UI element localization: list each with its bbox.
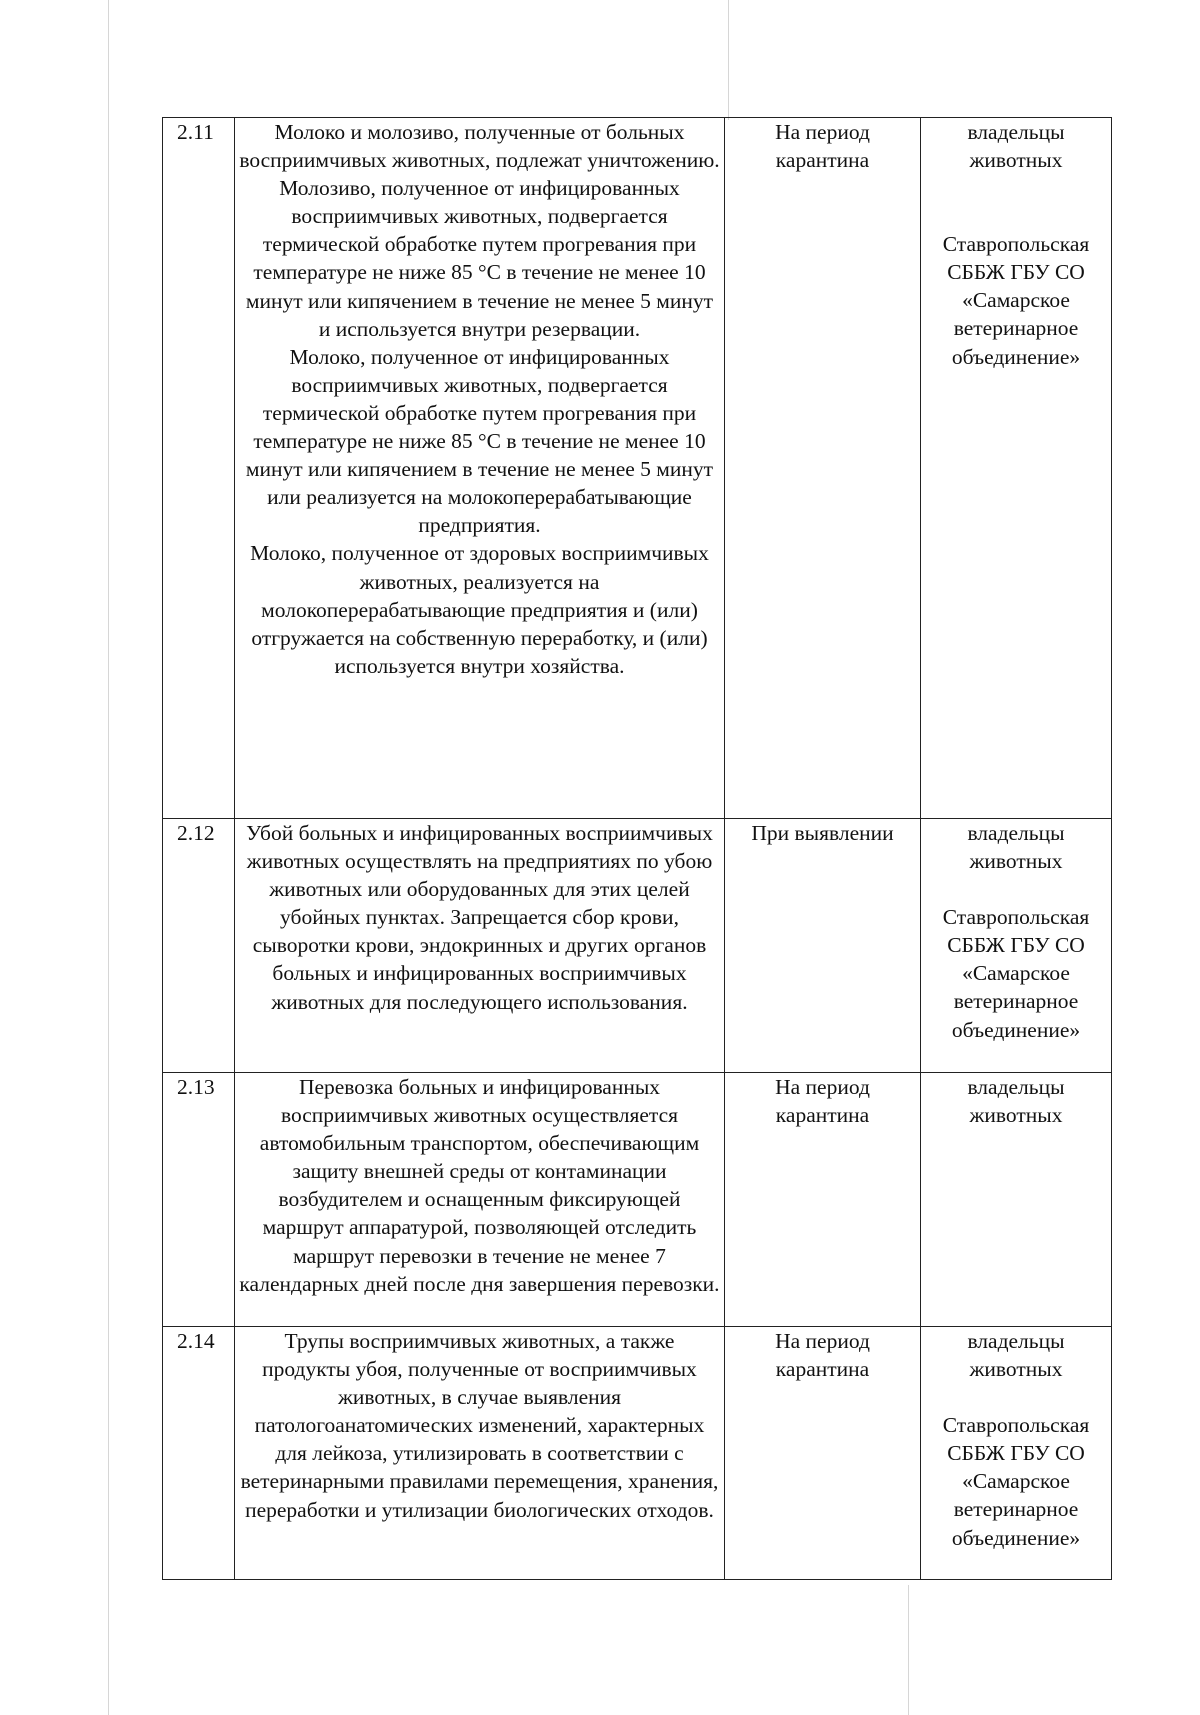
term-cell: На период карантина <box>725 1073 921 1327</box>
measure-paragraph: Молоко и молозиво, полученные от больных восприимчивых животных, подлежат уничтожению. Молозиво, полученное от инфицированных восприимчивых животных, подвергается термической обработке путем прогревания при температуре не ниже 85 °С в течение не менее 10 минут или кипячением в течение не менее 5 минут и используется внутри резервации. <box>239 120 720 341</box>
measure-text <box>235 1073 725 1327</box>
responsible-entry: Ставропольская СББЖ ГБУ СО «Самарское ветеринарное объединение» <box>942 905 1090 1042</box>
table-row <box>163 1073 1112 1327</box>
responsible-entry: Ставропольская СББЖ ГБУ СО «Самарское ветеринарное объединение» <box>942 232 1090 369</box>
term-cell: На период карантина <box>725 1327 921 1580</box>
measure-paragraph: Молоко, полученное от инфицированных восприимчивых животных, подвергается термической обработке путем прогревания при температуре не ниже 85 °С в течение не менее 10 минут или кипячением в течение не менее 5 минут или реализуется на молокоперерабатывающие предприятия. <box>245 344 714 538</box>
responsible-entry: владельцы животных <box>967 1329 1065 1382</box>
measures-table <box>162 117 1112 1580</box>
scan-artifact-line <box>728 0 729 120</box>
measure-paragraph: Молоко, полученное от здоровых восприимчивых животных, реализуется на молокоперерабатывающие предприятия и (или) отгружается на собственную переработку, и (или) используется внутри хозяйства. <box>250 541 709 678</box>
item-number: 2.14 <box>163 1327 235 1580</box>
responsible-entry: владельцы животных <box>967 120 1065 173</box>
measure-text <box>235 819 725 1073</box>
table-row <box>163 1327 1112 1580</box>
term-cell: На период карантина <box>725 118 921 819</box>
measure-paragraph: Перевозка больных и инфицированных восприимчивых животных осуществляется автомобильным транспортом, обеспечивающим защиту внешней среды от контаминации возбудителем и оснащенным фиксирующей маршрут аппаратурой, позволяющей отследить маршрут перевозки в течение не менее 7 календарных дней после дня завершения перевозки. <box>239 1075 720 1296</box>
table-row <box>163 819 1112 1073</box>
responsible-entry: владельцы животных <box>967 1075 1065 1128</box>
scan-artifact-line <box>108 0 109 1715</box>
measure-text <box>235 1327 725 1580</box>
measure-paragraph: Убой больных и инфицированных восприимчивых животных осуществлять на предприятиях по убою животных или оборудованных для этих целей убойных пунктах. Запрещается сбор крови, сыворотки крови, эндокринных и других органов больных и инфицированных восприимчивых животных для последующего использования. <box>246 821 713 1014</box>
measure-text <box>235 118 725 819</box>
responsible-entry: Ставропольская СББЖ ГБУ СО «Самарское ветеринарное объединение» <box>942 1413 1090 1550</box>
item-number: 2.12 <box>163 819 235 1073</box>
responsible-entry: владельцы животных <box>967 821 1065 874</box>
item-number: 2.11 <box>163 118 235 819</box>
responsible-cell <box>921 118 1112 819</box>
table-row <box>163 118 1112 819</box>
responsible-cell <box>921 1073 1112 1327</box>
responsible-cell <box>921 819 1112 1073</box>
item-number: 2.13 <box>163 1073 235 1327</box>
scan-artifact-line <box>908 1585 909 1715</box>
term-cell: При выявлении <box>725 819 921 1073</box>
responsible-cell <box>921 1327 1112 1580</box>
measure-paragraph: Трупы восприимчивых животных, а также продукты убоя, полученные от восприимчивых животных, в случае выявления патологоанатомических изменений, характерных для лейкоза, утилизировать в соответствии с ветеринарными правилами перемещения, хранения, переработки и утилизации биологических отходов. <box>240 1329 719 1522</box>
